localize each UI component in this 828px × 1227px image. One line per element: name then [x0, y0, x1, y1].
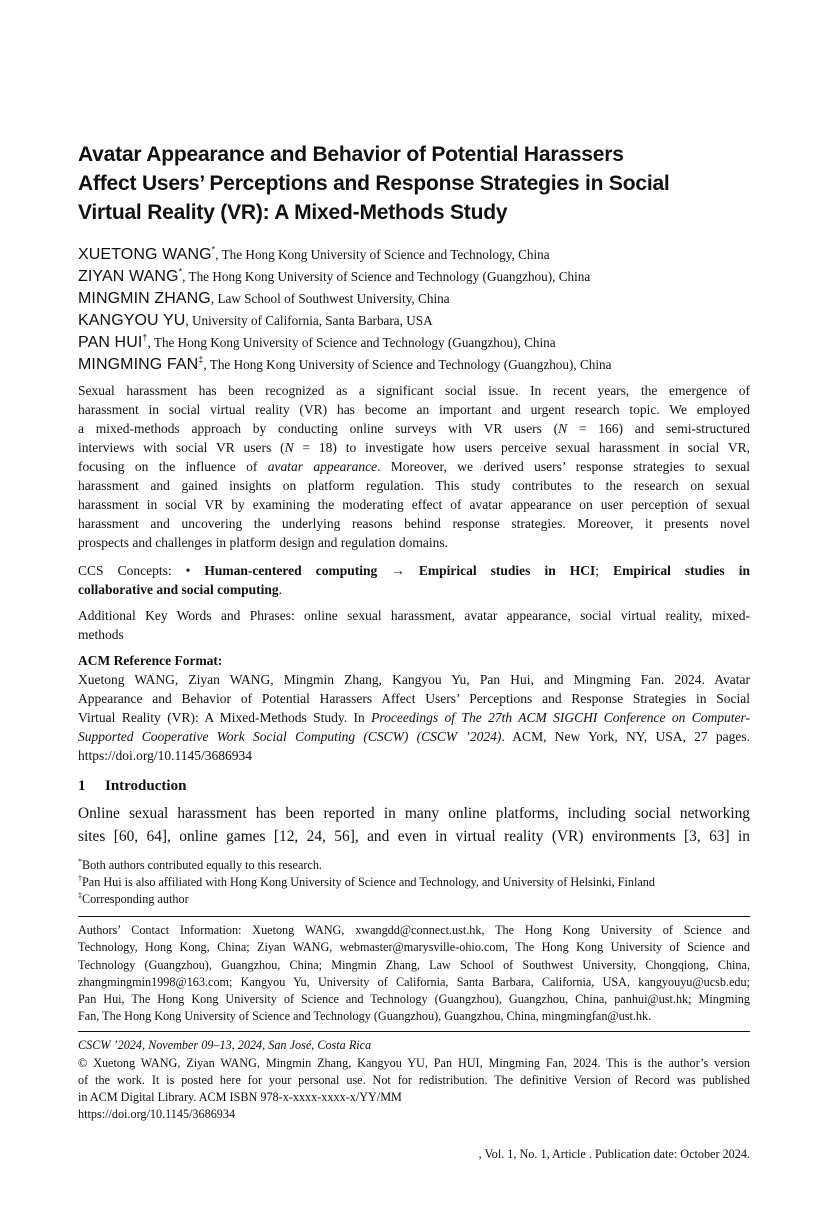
abstract-line: harassment in social virtual reality (VR) has become an important and urgent research topic. We employed [78, 402, 750, 417]
author-affiliation: , University of California, Santa Barbara, USA [185, 313, 433, 328]
footnote: ‡Corresponding author [78, 890, 189, 906]
contact-line: Fan, The Hong Kong University of Science and Technology (Guangzhou), Guangzhou, China, mingmingfan@ust.hk. [78, 1009, 652, 1024]
author-affiliation: , The Hong Kong University of Science and Technology (Guangzhou), China [203, 357, 612, 372]
ccs-line: CCS Concepts: • Human-centered computing → Empirical studies in HCI; Empirical studies in [78, 563, 750, 578]
title-line: Affect Users’ Perceptions and Response Strategies in Social [78, 172, 670, 195]
footnotes [78, 857, 750, 908]
contact-line: Technology (Guangzhou), Guangzhou, China; Mingmin Zhang, Law School of Southwest University, Chongqiong, China, [78, 957, 750, 972]
author-affiliation: , The Hong Kong University of Science and Technology (Guangzhou), China [147, 335, 556, 350]
author-affiliation: , Law School of Southwest University, China [210, 291, 450, 306]
author-affiliation: , The Hong Kong University of Science and Technology, China [215, 247, 550, 262]
contact-line: Pan Hui, The Hong Kong University of Science and Technology (Guangzhou), Guangzhou, China, panhui@ust.hk; Mingming [78, 992, 750, 1007]
author-contact-info [78, 922, 750, 1026]
body-line: sites [60, 64], online games [12, 24, 56], and even in virtual reality (VR) environments [3, 63] in [78, 828, 750, 845]
keywords-line: Additional Key Words and Phrases: online sexual harassment, avatar appearance, social virtual reality, mixed- [78, 608, 750, 623]
acm-reference-line: Supported Cooperative Work Social Computing (CSCW) (CSCW ’2024). ACM, New York, NY, USA, 27 pages. [78, 729, 750, 744]
author-affiliation: , The Hong Kong University of Science and Technology (Guangzhou), China [182, 269, 591, 284]
abstract-line: focusing on the influence of avatar appearance. Moreover, we derived users’ response strategies to sexual [78, 459, 751, 474]
abstract [78, 381, 750, 552]
author-entry [78, 354, 750, 376]
author-entry [78, 244, 750, 266]
doi-link[interactable]: https://doi.org/10.1145/3686934 [78, 748, 253, 763]
abstract-line: Sexual harassment has been recognized as a significant social issue. In recent years, the emergence of [78, 383, 750, 398]
divider [78, 1031, 750, 1032]
abstract-line: interviews with social VR users (N = 18) to investigate how users perceive sexual harassment in social VR, [78, 440, 750, 455]
abstract-line: harassment and gained insights on platform regulation. This study contributes to the research on sexual [78, 478, 750, 493]
acm-reference-line: Appearance and Behavior of Potential Harassers Affect Users’ Perceptions and Response Strategies in Social [78, 691, 750, 706]
venue-info [78, 1037, 750, 1054]
abstract-line: harassment in social VR by examining the moderating effect of avatar appearance on user perception of sexual [78, 497, 750, 512]
author-entry [78, 288, 750, 310]
author-mark: * [178, 266, 183, 277]
author-name: MINGMIN ZHANG [78, 290, 211, 307]
author-name: KANGYOU YU [78, 312, 186, 329]
introduction-text [78, 802, 750, 848]
divider [78, 916, 750, 917]
contact-line: Technology, Hong Kong, China; Ziyan WANG, webmaster@marysville-ohio.com, The Hong Kong University of Science and [78, 940, 750, 955]
ccs-concepts [78, 561, 750, 599]
author-entry [78, 266, 750, 288]
contact-line: Authors’ Contact Information: Xuetong WANG, xwangdd@connect.ust.hk, The Hong Kong University of Science and [78, 923, 750, 937]
acm-reference-heading: ACM Reference Format: [78, 653, 223, 668]
author-name: XUETONG WANG* [78, 244, 216, 263]
author-mark: * [211, 244, 216, 255]
author-entry [78, 332, 750, 354]
author-entry [78, 310, 750, 332]
keywords-line: methods [78, 627, 124, 642]
section-title: Introduction [105, 778, 187, 794]
author-name: MINGMING FAN‡ [78, 354, 204, 373]
abstract-line: prospects and challenges in platform design and regulation domains. [78, 535, 449, 550]
section-heading [78, 778, 186, 795]
body-line: Online sexual harassment has been reported in many online platforms, including social networking [78, 805, 750, 822]
footnote: †Pan Hui is also affiliated with Hong Kong University of Science and Technology, and University of Helsinki, Finland [78, 873, 655, 889]
section-number: 1 [78, 778, 86, 794]
keywords [78, 606, 750, 644]
title-line: Avatar Appearance and Behavior of Potential Harassers [78, 143, 624, 166]
copyright-notice [78, 1055, 750, 1123]
title-line: Virtual Reality (VR): A Mixed-Methods Study [78, 201, 508, 224]
author-list [78, 244, 750, 376]
acm-reference-line: Xuetong WANG, Ziyan WANG, Mingmin Zhang, Kangyou Yu, Pan Hui, and Mingming Fan. 2024. Avatar [78, 672, 750, 687]
author-mark: † [142, 332, 148, 343]
footnote: *Both authors contributed equally to this research. [78, 856, 322, 872]
abstract-line: harassment and uncovering the underlying reasons behind response strategies. Moreover, it presents novel [78, 516, 750, 531]
copyright-line: in ACM Digital Library. ACM ISBN 978-x-xxxx-xxxx-x/YY/MM [78, 1090, 402, 1104]
contact-line: zhangmingmin1998@163.com; Kangyou Yu, University of California, Santa Barbara, California, USA, kangyouyu@ucsb.edu; [78, 974, 750, 989]
copyright-line: © Xuetong WANG, Ziyan WANG, Mingmin Zhang, Kangyou YU, Pan HUI, Mingming Fan, 2024. This is the author’s version [78, 1056, 750, 1070]
acm-reference-format [78, 651, 750, 765]
author-name: ZIYAN WANG* [78, 266, 183, 285]
abstract-line: a mixed-methods approach by conducting online surveys with VR users (N = 166) and semi-structured [78, 421, 750, 436]
doi-link[interactable]: https://doi.org/10.1145/3686934 [78, 1107, 236, 1121]
publication-info: , Vol. 1, No. 1, Article . Publication date: October 2024. [478, 1147, 750, 1161]
venue-line: CSCW ’2024, November 09–13, 2024, San José, Costa Rica [78, 1038, 372, 1052]
ccs-line: collaborative and social computing. [78, 582, 283, 597]
copyright-line: of the work. It is posted here for your personal use. Not for redistribution. The definitive Version of Record was published [78, 1073, 750, 1087]
paper-title [78, 140, 750, 227]
acm-reference-line: Virtual Reality (VR): A Mixed-Methods Study. In Proceedings of The 27th ACM SIGCHI Conference on Computer- [78, 710, 750, 725]
author-name: PAN HUI† [78, 332, 148, 351]
author-mark: ‡ [198, 354, 204, 365]
